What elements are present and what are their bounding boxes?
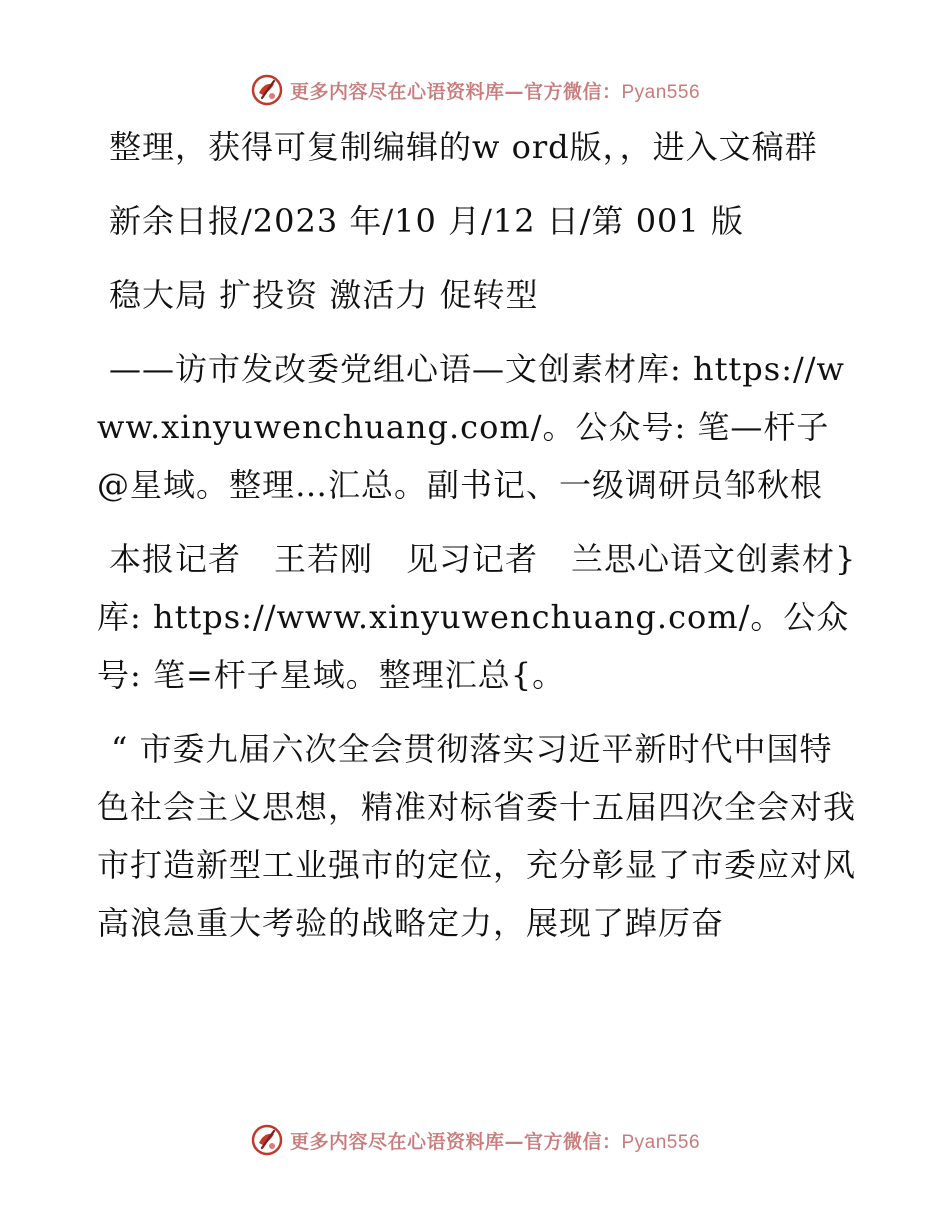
banner-text: 更多内容尽在心语资料库—官方微信：Pyan556 (289, 1130, 701, 1153)
document-body (97, 118, 857, 968)
banner-wechat-id: Pyan556 (621, 81, 701, 103)
doc-paragraph-byline: 本报记者 王若刚 见习记者 兰思心语文创素材}库: https://www.xinyuwenchuang.com/。公众号: 笔=杆子星域。整理汇总{。 (97, 540, 857, 694)
footer-watermark-banner (0, 1120, 950, 1160)
doc-paragraph-dateline: 新余日报/2023 年/10 月/12 日/第 001 版 (109, 202, 744, 240)
doc-paragraph-body: “ 市委九届六次全会贯彻落实习近平新时代中国特色社会主义思想，精准对标省委十五届四次全会对我市打造新型工业强市的定位，充分彰显了市委应对风高浪急重大考验的战略定力，展现了踔厉奋 (97, 730, 857, 942)
doc-paragraph-headline: 稳大局 扩投资 激活力 促转型 (109, 276, 539, 314)
rose-pen-logo-icon (250, 1123, 284, 1157)
doc-paragraph-intro: 整理，获得可复制编辑的w ord版，，进入文稿群 (109, 128, 818, 166)
rose-pen-logo-icon (250, 73, 284, 107)
banner-wechat-id: Pyan556 (621, 1131, 701, 1153)
doc-paragraph-subtitle: ——访市发改委党组心语—文创素材库: https://www.xinyuwenchuang.com/。公众号: 笔—杆子@星域。整理…汇总。副书记、一级调研员邹秋根 (97, 350, 845, 504)
banner-text: 更多内容尽在心语资料库—官方微信：Pyan556 (289, 80, 701, 103)
header-watermark-banner (0, 70, 950, 110)
